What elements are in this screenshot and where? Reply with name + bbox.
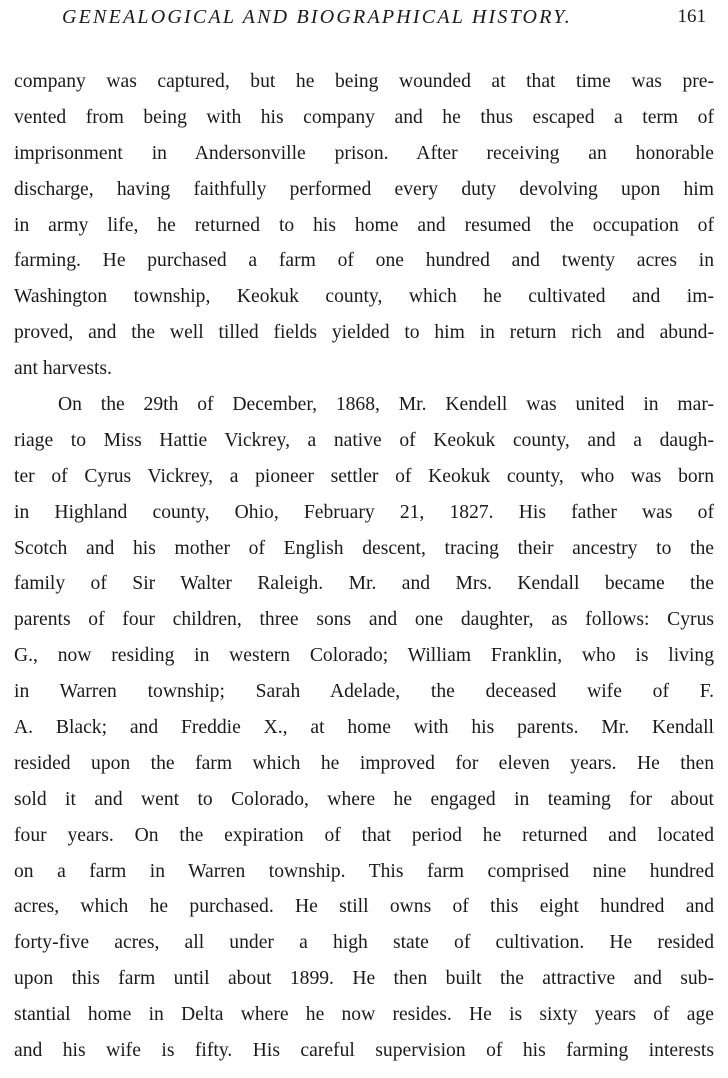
text-line: parents of four children, three sons and one daughter, as follows: Cyrus <box>14 609 714 631</box>
text-line: family of Sir Walter Raleigh. Mr. and Mrs. Kendall became the <box>14 573 714 595</box>
text-line: ant harvests. <box>14 358 112 380</box>
running-title: GENEALOGICAL AND BIOGRAPHICAL HISTORY. <box>62 6 572 28</box>
text-line: Scotch and his mother of English descent, tracing their ancestry to the <box>14 537 714 559</box>
text-line: forty-five acres, all under a high state of cultivation. He resided <box>14 932 714 954</box>
text-line: imprisonment in Andersonville prison. After receiving an honorable <box>14 142 714 164</box>
text-line: in army life, he returned to his home and resumed the occupation of <box>14 214 714 236</box>
text-line: on a farm in Warren township. This farm comprised nine hundred <box>14 860 714 882</box>
body-text <box>14 64 714 1069</box>
text-line: upon this farm until about 1899. He then built the attractive and sub- <box>14 968 714 990</box>
text-line: G., now residing in western Colorado; William Franklin, who is living <box>14 645 714 667</box>
text-line: vented from being with his company and he thus escaped a term of <box>14 106 714 128</box>
text-line: ter of Cyrus Vickrey, a pioneer settler of Keokuk county, who was born <box>14 465 714 487</box>
text-line: company was captured, but he being wounded at that time was pre- <box>14 71 714 92</box>
text-line: four years. On the expiration of that period he returned and located <box>14 824 714 846</box>
text-line: discharge, having faithfully performed every duty devolving upon him <box>14 178 714 200</box>
text-line: in Highland county, Ohio, February 21, 1827. His father was of <box>14 501 714 523</box>
text-line: stantial home in Delta where he now resides. He is sixty years of age <box>14 1004 714 1026</box>
text-line: On the 29th of December, 1868, Mr. Kendell was united in mar- <box>58 394 714 416</box>
paragraph-marriage-and-family <box>14 387 714 1069</box>
text-line: sold it and went to Colorado, where he engaged in teaming for about <box>14 788 714 810</box>
page-number: 161 <box>677 6 706 27</box>
text-line: riage to Miss Hattie Vickrey, a native of Keokuk county, and a daugh- <box>14 429 714 451</box>
running-header <box>62 6 706 34</box>
text-line: resided upon the farm which he improved for eleven years. He then <box>14 752 714 774</box>
paragraph-military-service <box>14 64 714 387</box>
text-line: in Warren township; Sarah Adelade, the deceased wife of F. <box>14 681 714 703</box>
text-line: A. Black; and Freddie X., at home with his parents. Mr. Kendall <box>14 717 714 739</box>
text-line: and his wife is fifty. His careful supervision of his farming interests <box>14 1040 714 1062</box>
text-line: Washington township, Keokuk county, which he cultivated and im- <box>14 286 714 308</box>
text-line: farming. He purchased a farm of one hundred and twenty acres in <box>14 250 714 272</box>
text-line: proved, and the well tilled fields yielded to him in return rich and abund- <box>14 322 714 344</box>
text-line: acres, which he purchased. He still owns of this eight hundred and <box>14 896 714 918</box>
